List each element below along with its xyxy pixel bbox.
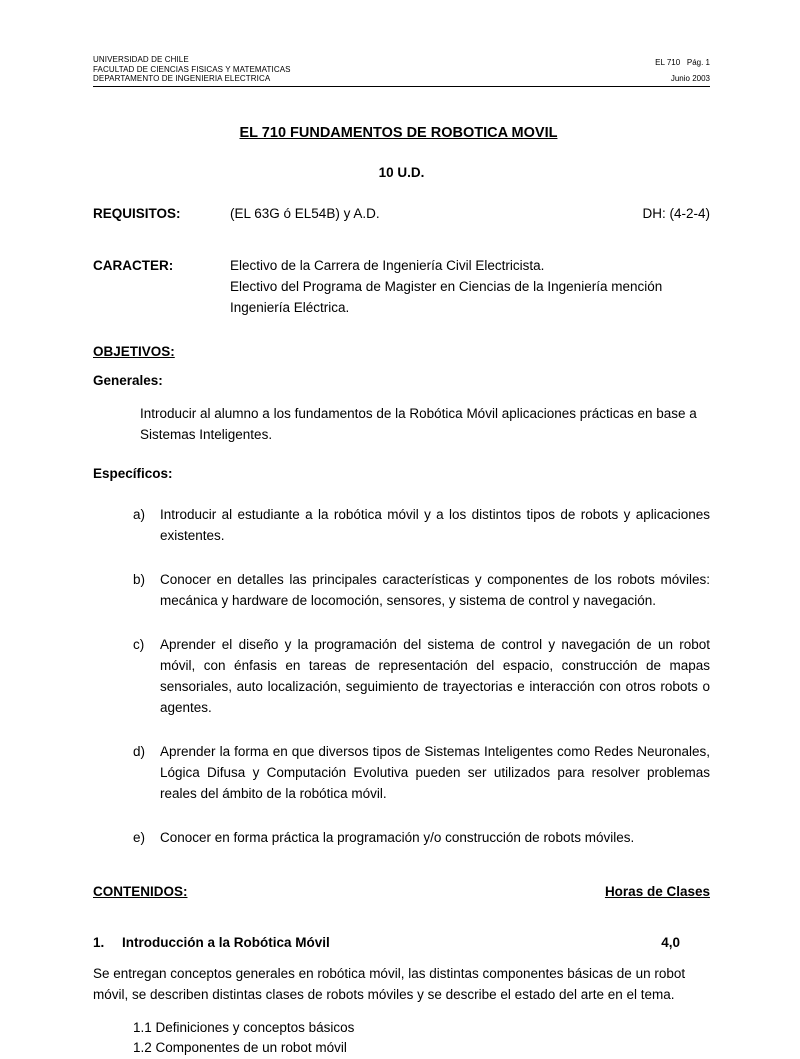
section-number: 1. xyxy=(93,934,105,950)
course-code-page-number: EL 710 Pág. 1 xyxy=(655,57,710,67)
subsection-item: 1.1 Definiciones y conceptos básicos xyxy=(133,1019,355,1035)
objective-letter: a) xyxy=(133,506,146,522)
caracter-row xyxy=(93,255,710,318)
caracter-line: Electivo de la Carrera de Ingeniería Civil Electricista. xyxy=(230,257,545,273)
letterhead-institution xyxy=(93,55,291,84)
document-title: EL 710 FUNDAMENTOS DE ROBOTICA MOVIL xyxy=(239,124,558,141)
objective-text: Conocer en detalles las principales características y componentes de los robots móviles: mecánica y hardware de locomoción, sensores, y sistema de control y navegación. xyxy=(160,571,710,608)
university-name: UNIVERSIDAD DE CHILE xyxy=(93,55,189,64)
department-name: DEPARTAMENTO DE INGENIERIA ELECTRICA xyxy=(93,74,271,83)
objective-letter: d) xyxy=(133,743,146,759)
caracter-label: CARACTER: xyxy=(93,257,174,273)
caracter-line: Electivo del Programa de Magister en Ciencias de la Ingeniería mención xyxy=(230,278,663,294)
contenidos-heading: CONTENIDOS: xyxy=(93,883,188,899)
content-section-1-row xyxy=(93,932,710,953)
caracter-value xyxy=(230,255,710,318)
generales-paragraph: Introducir al alumno a los fundamentos de la Robótica Móvil aplicaciones prácticas en base a Sistemas Inteligentes. xyxy=(140,405,697,442)
objective-item-d xyxy=(133,741,710,804)
objective-text: Aprender el diseño y la programación del sistema de control y navegación de un robot móvil, con énfasis en tareas de representación del espacio, construcción de mapas sensoriales, auto localización, seguimiento de trayectorias e interacción con otros robots o agentes. xyxy=(160,636,710,715)
subsection-list xyxy=(133,1018,710,1059)
caracter-line: Ingeniería Eléctrica. xyxy=(230,299,350,315)
document-date: Junio 2003 xyxy=(670,74,710,83)
objective-item-c xyxy=(133,634,710,718)
objective-text: Introducir al estudiante a la robótica móvil y a los distintos tipos de robots y aplicaciones existentes. xyxy=(160,506,710,543)
especificos-heading: Específicos: xyxy=(93,465,173,481)
requisitos-row xyxy=(93,203,710,224)
section-description: Se entregan conceptos generales en robótica móvil, las distintas componentes básicas de un robot móvil, se describen distintas clases de robots móviles y se describe el estado del arte en el tema. xyxy=(93,965,686,1002)
objective-text: Conocer en forma práctica la programación y/o construcción de robots móviles. xyxy=(160,829,635,845)
letterhead xyxy=(93,55,710,87)
objective-item-a xyxy=(133,504,710,546)
letterhead-meta xyxy=(655,58,710,84)
objective-text: Aprender la forma en que diversos tipos de Sistemas Inteligentes como Redes Neuronales, Lógica Difusa y Computación Evolutiva pueden ser utilizados para resolver problemas reales del ámbito de la robótica móvil. xyxy=(160,743,710,801)
contenidos-header-row xyxy=(93,884,710,899)
objective-item-e xyxy=(133,827,710,848)
objetivos-heading: OBJETIVOS: xyxy=(93,343,175,359)
objective-letter: c) xyxy=(133,636,145,652)
objective-letter: e) xyxy=(133,829,146,845)
requisitos-value: (EL 63G ó EL54B) y A.D. xyxy=(230,205,380,221)
requisitos-label: REQUISITOS: xyxy=(93,205,181,221)
credit-units: 10 U.D. xyxy=(378,164,425,180)
hours-column-heading: Horas de Clases xyxy=(604,883,710,899)
objective-letter: b) xyxy=(133,571,146,587)
section-hours: 4,0 xyxy=(661,934,680,950)
faculty-name: FACULTAD DE CIENCIAS FISICAS Y MATEMATICAS xyxy=(93,64,291,74)
subsection-item: 1.2 Componentes de un robot móvil xyxy=(133,1040,347,1055)
dh-value: DH: (4-2-4) xyxy=(642,205,710,221)
generales-heading: Generales: xyxy=(93,372,163,388)
objective-item-b xyxy=(133,569,710,611)
section-title: Introducción a la Robótica Móvil xyxy=(122,934,330,950)
